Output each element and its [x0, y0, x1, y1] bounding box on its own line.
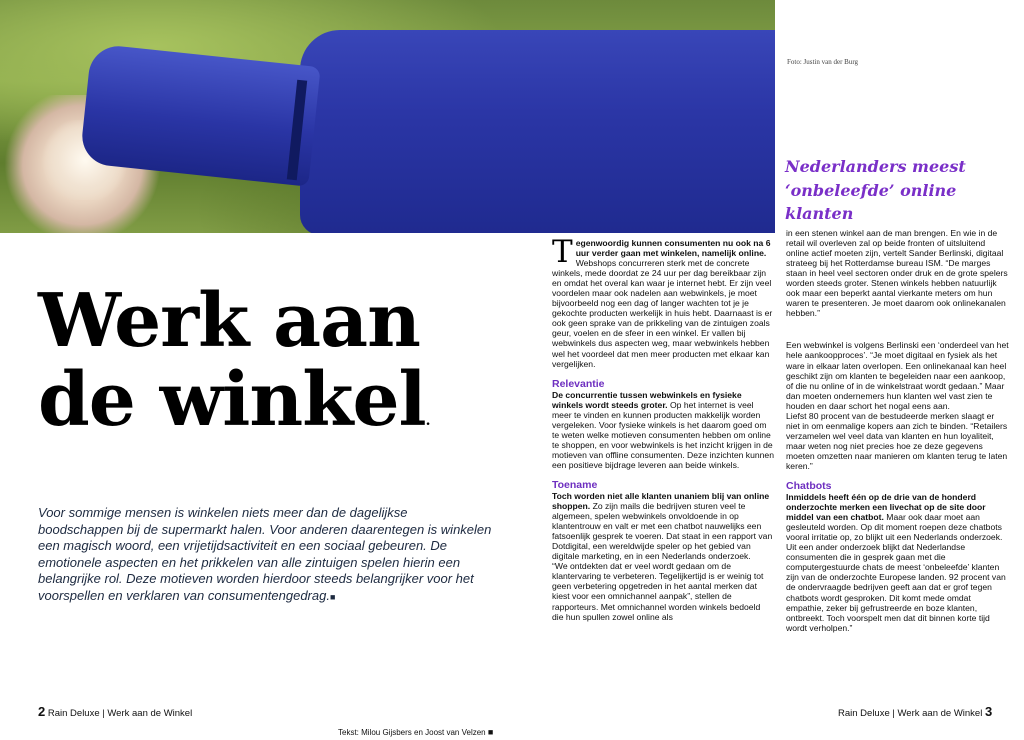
article-column-2: [786, 228, 1010, 633]
relevantie-lead: De concurrentie tussen webwinkels en fysieke winkels wordt steeds groter.: [552, 389, 742, 410]
text-credit: [338, 727, 493, 737]
hero-photo: [0, 0, 775, 233]
footer-left: [38, 704, 192, 719]
toename-lead: Toch worden niet alle klanten unaniem blij van online shoppen.: [552, 490, 770, 512]
blue-bottle-neck: [79, 43, 320, 186]
intro-paragraph: [38, 505, 493, 605]
footer-right: [838, 704, 992, 719]
title-line-2: de winkel: [38, 357, 426, 443]
toename-quote: “We ontdekten dat er veel wordt gedaan om de klantervaring te verbeteren. Tegelijkertijd is er weinig tot geen verbetering opgetreden in het aantal merken dat kiest voor een omnichannel aanpak”, stellen de rapporteurs. Met omnichannel worden winkels bedoeld die hun spullen zowel online als: [552, 561, 764, 622]
lead-bold: egenwoordig kunnen consumenten nu ook na 6 uur verder gaan met winkelen, namelijk online.: [575, 238, 771, 259]
lead-paragraph: [552, 234, 774, 369]
article-title: [38, 278, 508, 461]
title-line-1: Werk aan: [38, 278, 420, 364]
side-title: Nederlanders meest ‘onbeleefde’ online klanten: [785, 157, 966, 223]
heading-chatbots: Chatbots: [786, 480, 832, 493]
chatbots-paragraph: [786, 492, 1010, 633]
toename-paragraph: [552, 491, 774, 561]
heading-relevantie: Relevantie: [552, 377, 605, 390]
page-number-left: 2: [38, 704, 46, 719]
toename-text: Zo zijn mails die bedrijven sturen veel te algemeen, spelen webwinkels onvoldoende in op klantentrouw en valt er met een chatbot nauwelijks een fatsoenlijk gesprek te voeren. Dat staat in een rapport van Dotdigital, een wereldwijde speler op het gebied van digitale marketing, en in een Nederlands onderzoek.: [552, 501, 773, 562]
heading-toename: Toename: [552, 478, 598, 491]
text-credit-mark: ■: [487, 727, 494, 737]
footer-right-text: Rain Deluxe | Werk aan de Winkel: [838, 708, 983, 719]
chatbots-lead: Inmiddels heeft één op de drie van de honderd onderzochte merken een livechat op de site door middel van een chatbot.: [786, 492, 986, 523]
intro-text: Voor sommige mensen is winkelen niets meer dan de dagelijkse boodschappen bij de supermarkt halen. Voor anderen daarentegen is winkelen een magisch woord, een vrijetijdsactiviteit en een sociaal gebeuren. De emotionele aspecten en het prikkelen van alle zintuigen spelen hierin een belangrijke rol. Deze motieven worden hierdoor steeds belangrijker voor het voorspellen en verklaren van consumentengedrag.: [38, 505, 492, 603]
page-number-right: 3: [984, 704, 993, 719]
title-dot: .: [425, 413, 431, 429]
article-column-1: [552, 234, 774, 622]
chatbots-text: Maar ook daar moet aan gesleuteld worden. Op dit moment roepen deze chatbots vooral irritatie op, zo blijkt uit een Nederlands onderzoek. Uit een ander onderzoek blijkt dat Nederlandse consumenten die in gesprek gaan met die computergestuurde chats de meest ‘onbeleefde’ klanten zijn van de onderzochte Europese landen. 92 procent van de ondervraagde bedrijven geeft aan dat er grof tegen chatbots wordt gesproken. Dit komt mede omdat empathie, zeker bij gefrustreerde en boze klanten, ontbreekt. Toch voorspelt men dat dit binnen korte tijd wordt verholpen.”: [786, 512, 1006, 633]
column2-paragraph-2: Een webwinkel is volgens Berlinski een ‘onderdeel van het hele aankoopproces’. “Je moet digitaal en fysiek als het ware in elkaar laten overlopen. Een onlinekanaal kan heel geschikt zijn om klanten te begeleiden naar een aankoop, of die nu online of in de winkelstraat wordt gedaan.” Maar dan moeten ondernemers hun klanten wel vast zien te houden en daar schort het nogal eens aan.: [786, 340, 1009, 411]
photo-credit: Foto: Justin van der Burg: [787, 58, 859, 66]
column2-paragraph-1: in een stenen winkel aan de man brengen. En wie in de retail wil overleven zal op beide fronten of uitsluitend online actief moeten zijn, vertelt Sander Berlinski, digitaal strateeg bij het Rotterdamse bureau ISM. “De marges staan in heel veel sectoren onder druk en de grote spelers worden steeds groter. Stenen winkels hebben natuurlijk ook maar een beperkt aantal vierkante meters om hun waren te presenteren. Je moet daarom ook onlinekanalen hebben.”: [786, 228, 1008, 319]
end-mark: ■: [329, 591, 336, 602]
drop-cap: T: [552, 234, 573, 270]
column2-paragraph-3: Liefst 80 procent van de bestudeerde merken slaagt er niet in om eenmalige kopers aan zich te binden. “Retailers verzamelen wel veel data van klanten en hun loyaliteit, maar weten nog niet precies hoe ze deze gegevens moeten omzetten naar manieren om klanten terug te laten keren.”: [786, 410, 1008, 471]
text-credit-label: Tekst: Milou Gijsbers en Joost van Velzen: [338, 728, 486, 737]
lead-text: Webshops concurreren sterk met de concrete winkels, mede doordat ze 24 uur per dag bereikbaar zijn en omdat het overal kan waar je internet hebt. Er zijn veel voordelen maar ook nadelen aan webwinkels, je moet bijvoorbeeld nog een dag of langer wachten tot je je gekochte producten werkelijk in huis hebt. Daarnaast is er ook geen sprake van de prikkeling van de zintuigen zoals geur, voelen en de sfeer in een winkel. Er vallen bij webwinkels dus aspecten weg, maar webwinkels hebben wel het voordeel dat men meer producten met elkaar kan vergelijken.: [552, 258, 773, 369]
relevantie-text: Op het internet is veel meer te vinden en kunnen producten makkelijk worden vergeleken. Voor fysieke winkels is het daarom goed om te weten welke motieven consumenten hebben om online te shoppen, en voor webwinkels is het inzicht krijgen in de motieven van offline consumenten. Deze inzichten kunnen een positieve bijdrage leveren aan beide winkels.: [552, 399, 774, 470]
relevantie-paragraph: [552, 390, 774, 470]
footer-left-text: Rain Deluxe | Werk aan de Winkel: [47, 708, 193, 719]
blue-bottle-body: [300, 30, 775, 233]
